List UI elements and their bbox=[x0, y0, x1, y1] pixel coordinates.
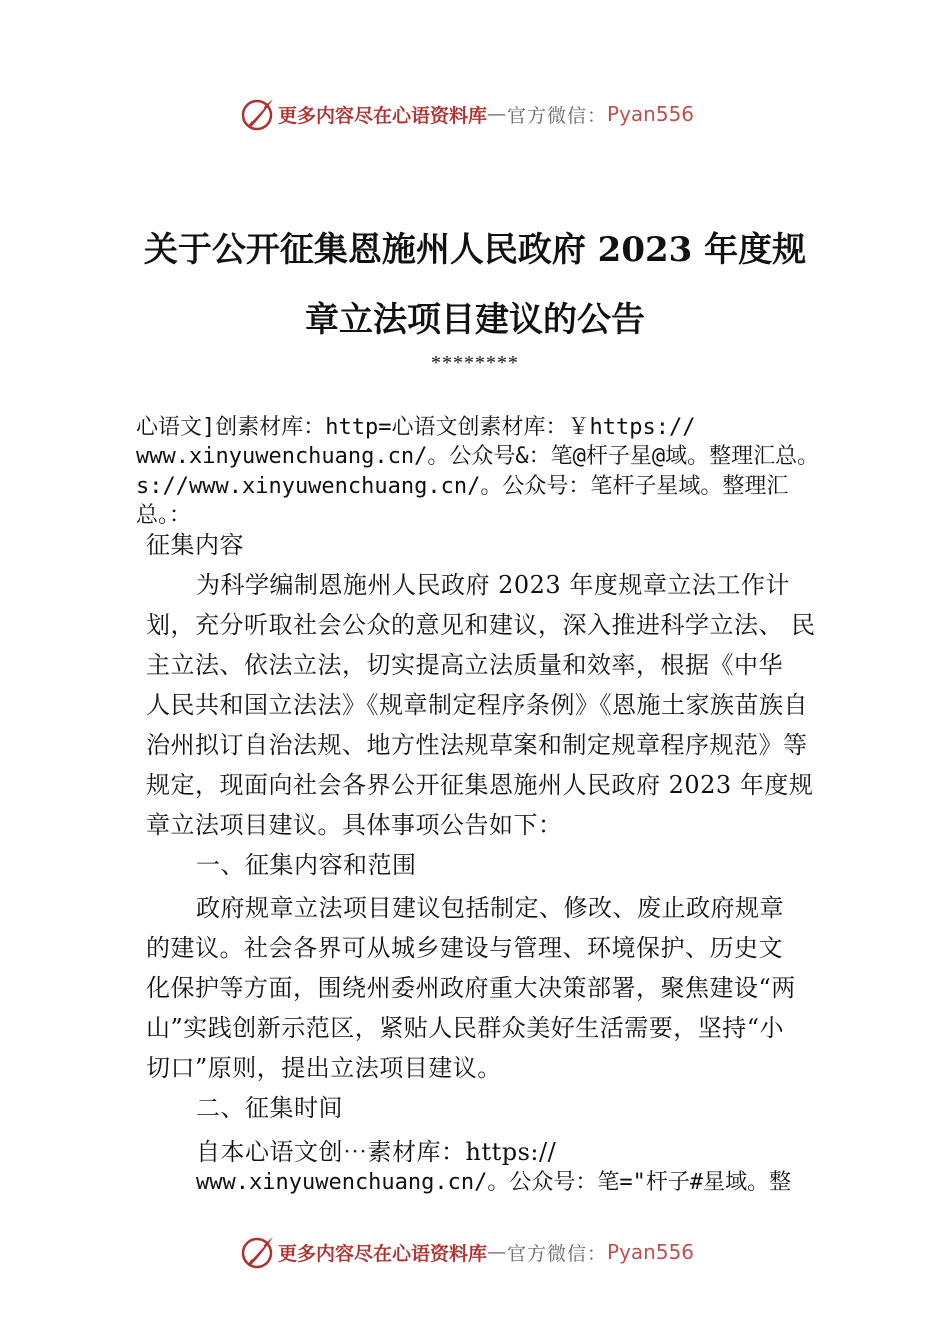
paragraph-1-line: 规定，现面向社会各界公开征集恩施州人民政府 2023 年度规 bbox=[146, 771, 814, 799]
document-title-line-2: 章立法项目建议的公告 bbox=[305, 300, 645, 340]
watermark-dash: — bbox=[487, 103, 508, 125]
source-line-1: 心语文]创素材库：http=心语文创素材库：￥https:// bbox=[136, 415, 696, 440]
paragraph-2-line: 山”实践创新示范区，紧贴人民群众美好生活需要，坚持“小 bbox=[146, 1014, 785, 1042]
footer-watermark bbox=[240, 1234, 694, 1270]
section-heading-2: 二、征集时间 bbox=[196, 1094, 343, 1122]
watermark-wechat-id: Pyan556 bbox=[607, 1240, 695, 1264]
watermark-dash: — bbox=[487, 1241, 508, 1263]
paragraph-1-line: 划，充分听取社会公众的意见和建议，深入推进科学立法、 民 bbox=[146, 611, 816, 639]
watermark-red-text: 更多内容尽在心语资料库 bbox=[278, 1242, 488, 1265]
watermark-wechat-id: Pyan556 bbox=[607, 102, 695, 126]
paragraph-3-line: 自本心语文创⋯素材库：https:// bbox=[196, 1138, 557, 1166]
paragraph-2-line: 政府规章立法项目建议包括制定、修改、废止政府规章 bbox=[196, 894, 784, 922]
watermark-grey-text: 官方微信： bbox=[507, 104, 608, 127]
paragraph-2-line: 化保护等方面，围绕州委州政府重大决策部署，聚焦建设“两 bbox=[146, 974, 796, 1002]
source-line-4: 总。： bbox=[136, 503, 192, 528]
document-title-line-1: 关于公开征集恩施州人民政府 2023 年度规 bbox=[143, 230, 807, 270]
paragraph-1-line: 治州拟订自治法规、地方性法规草案和制定规章程序规范》等 bbox=[146, 731, 808, 759]
section-heading-1: 一、征集内容和范围 bbox=[196, 851, 417, 879]
source-line-3: s://www.xinyuwenchuang.cn/。公众号：笔杆子星域。整理汇 bbox=[136, 474, 789, 499]
quill-logo-icon bbox=[240, 96, 276, 132]
watermark-grey-text: 官方微信： bbox=[507, 1242, 608, 1265]
paragraph-3-line: www.xinyuwenchuang.cn/。公众号：笔="杆子#星域。整 bbox=[196, 1170, 792, 1195]
paragraph-2-line: 切口”原则，提出立法项目建议。 bbox=[146, 1054, 502, 1082]
paragraph-1-line: 人民共和国立法法》《规章制定程序条例》《恩施土家族苗族自 bbox=[146, 691, 808, 719]
header-watermark bbox=[240, 96, 694, 132]
paragraph-1-line: 章立法项目建议。具体事项公告如下： bbox=[146, 811, 563, 839]
paragraph-2-line: 的建议。社会各界可从城乡建设与管理、环境保护、历史文 bbox=[146, 934, 783, 962]
title-separator-stars: ******** bbox=[431, 352, 519, 374]
watermark-red-text: 更多内容尽在心语资料库 bbox=[278, 104, 488, 127]
paragraph-1-line: 为科学编制恩施州人民政府 2023 年度规章立法工作计 bbox=[196, 571, 790, 599]
paragraph-1-line: 主立法、依法立法，切实提高立法质量和效率，根据《中华 bbox=[146, 651, 783, 679]
quill-logo-icon bbox=[240, 1234, 276, 1270]
section-label: 征集内容 bbox=[146, 531, 244, 559]
source-line-2: www.xinyuwenchuang.cn/。公众号&：笔@杆子星@域。整理汇总。 bbox=[136, 444, 820, 469]
